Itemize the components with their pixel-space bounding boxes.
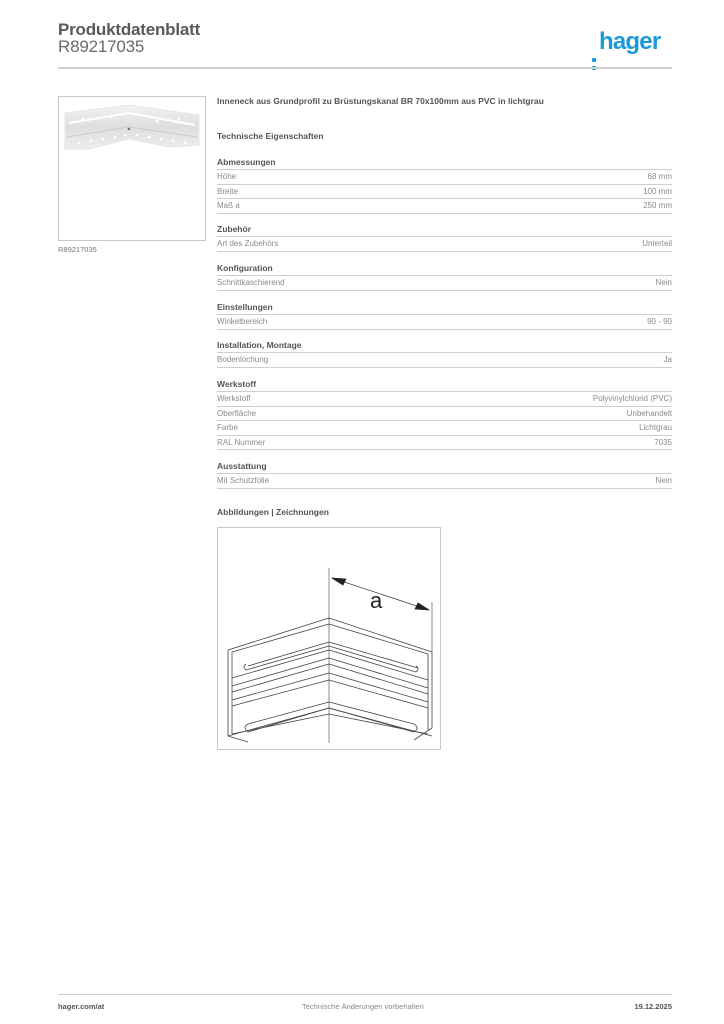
property-label: Winkelbereich [217, 317, 268, 326]
footer-disclaimer: Technische Änderungen vorbehalten [302, 1002, 424, 1011]
property-value: Polyvinylchlorid (PVC) [592, 394, 672, 403]
section-werkstoff [217, 377, 672, 450]
property-value: 68 mm [647, 172, 672, 181]
svg-text:a: a [370, 588, 383, 613]
property-row [217, 407, 672, 422]
property-label: RAL Nummer [217, 437, 266, 447]
property-row [217, 170, 672, 185]
property-label: Oberfläche [217, 408, 257, 418]
property-label: Maß a [217, 201, 240, 211]
document-title: Produktdatenblatt [58, 20, 201, 39]
property-value: Lichtgrau [639, 423, 672, 433]
section-ausstattung [217, 459, 672, 489]
product-description: Inneneck aus Grundprofil zu Brüstungskanal BR 70x100mm aus PVC in lichtgrau [217, 96, 544, 106]
figures-title: Abbildungen | Zeichnungen [217, 507, 329, 517]
hager-logo [592, 28, 660, 56]
property-value: Nein [655, 278, 672, 287]
property-row [217, 436, 672, 451]
product-photo [58, 96, 206, 241]
header-divider [58, 67, 672, 69]
section-title: Werkstoff [217, 377, 672, 392]
property-label: Bodenlochung [217, 355, 269, 364]
section-title: Einstellungen [217, 300, 672, 315]
property-label: Werkstoff [217, 394, 251, 403]
inner-corner-drawing-icon [218, 528, 440, 749]
section-zubehoer [217, 222, 672, 252]
section-einstellungen [217, 300, 672, 330]
footer-website-link[interactable]: hager.com/at [58, 1002, 105, 1011]
property-row [217, 315, 672, 330]
section-title: Zubehör [217, 222, 672, 237]
property-label: Schnittkaschierend [217, 278, 285, 287]
article-number: R89217035 [58, 37, 145, 56]
property-row [217, 392, 672, 407]
product-photo-icon [59, 97, 205, 240]
property-value: Unterteil [642, 239, 672, 248]
property-value: 250 mm [643, 201, 672, 211]
property-value: 90 - 90 [647, 317, 672, 326]
property-value: Nein [655, 476, 672, 485]
technical-properties-title: Technische Eigenschaften [217, 131, 324, 141]
property-label: Mit Schutzfolie [217, 476, 270, 485]
section-title: Installation, Montage [217, 338, 672, 353]
logo-text: hager [599, 28, 661, 55]
section-title: Konfiguration [217, 261, 672, 276]
section-title: Ausstattung [217, 459, 672, 474]
section-title: Abmessungen [217, 155, 672, 170]
footer-divider [58, 994, 672, 995]
property-row [217, 421, 672, 436]
property-label: Art des Zubehörs [217, 239, 279, 248]
product-image-caption: R89217035 [58, 245, 97, 254]
section-abmessungen [217, 155, 672, 214]
footer-date: 19.12.2025 [634, 1002, 672, 1011]
property-label: Breite [217, 186, 238, 196]
property-value: Ja [663, 355, 672, 364]
section-installation-montage [217, 338, 672, 368]
property-row [217, 353, 672, 368]
property-row [217, 237, 672, 252]
property-value: 7035 [654, 437, 672, 447]
technical-drawing [217, 527, 441, 750]
property-row [217, 199, 672, 214]
property-row [217, 474, 672, 489]
property-row [217, 276, 672, 291]
property-value: 100 mm [643, 186, 672, 196]
property-value: Unbehandelt [626, 408, 672, 418]
property-label: Farbe [217, 423, 238, 433]
property-row [217, 185, 672, 200]
section-konfiguration [217, 261, 672, 291]
property-label: Höhe [217, 172, 237, 181]
